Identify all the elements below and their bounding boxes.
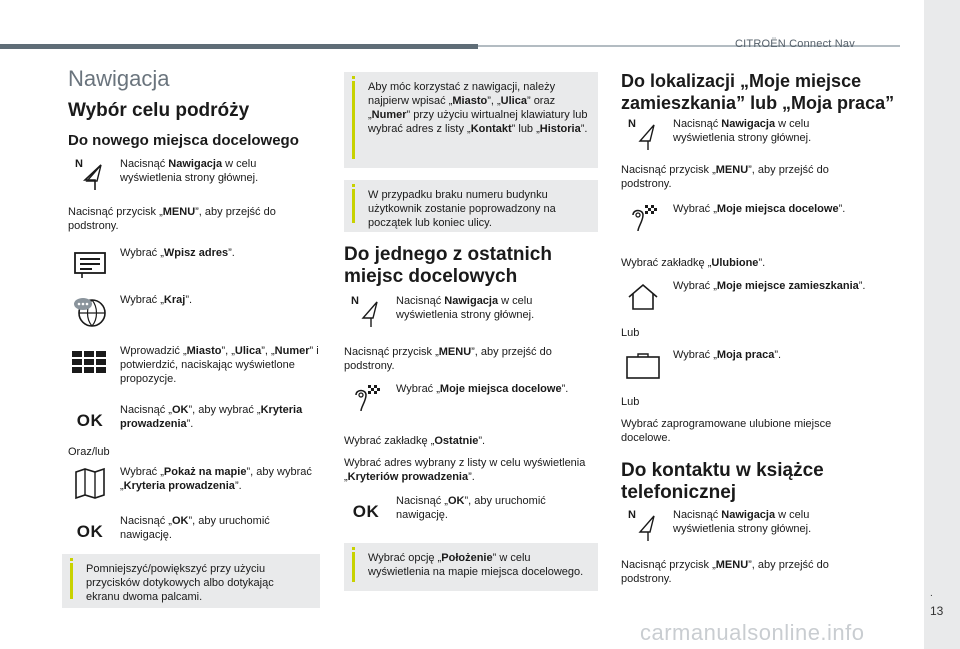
page-edge-strip (924, 0, 960, 649)
info-note-house-number (344, 180, 598, 232)
ok-icon: OK (352, 502, 380, 521)
paragraph-and-or: Oraz/lub (68, 446, 110, 458)
step-text: Wybrać „Wpisz adres”. (120, 247, 235, 259)
paragraph-favorite: Wybrać zaprogramowane ulubione miejsce docelowe. (621, 418, 832, 444)
map-icon (68, 465, 112, 501)
heading-destination: Wybór celu podróży (68, 100, 250, 121)
heading-home-work: Do lokalizacji „Moje miejsce zamieszkania” lub „Moja praca” (621, 71, 895, 113)
note-text: Aby móc korzystać z nawigacji, należy najpierw wpisać „Miasto”, „Ulica” oraz „Numer” przy użyciu wirtualnej klawiatury lub wybrać adres z listy „Kontakt” lub „Historia”. (368, 81, 588, 135)
bottom-mark: . (930, 588, 933, 599)
step-text: Nacisnąć „OK”, aby uruchomić nawigację. (396, 495, 546, 521)
heading-new-destination: Do nowego miejsca docelowego (68, 132, 299, 149)
step-text: Wprowadzić „Miasto”, „Ulica”, „Numer” i potwierdzić, naciskając wyświetlone propozycje. (120, 345, 319, 385)
keyboard-grid-icon (68, 344, 112, 380)
step-text: Wybrać „Moja praca”. (673, 349, 782, 361)
heading-recent-destinations: Do jednego z ostatnich miejsc docelowych (344, 244, 552, 287)
heading-contact: Do kontaktu w książce telefonicznej (621, 460, 824, 503)
step-text: Nacisnąć Nawigacja w celu wyświetlenia strony głównej. (120, 158, 259, 184)
destination-flag-icon (621, 202, 665, 238)
header-bar (0, 44, 478, 49)
watermark: carmanualsonline.info (640, 620, 865, 645)
destination-flag-icon (344, 382, 388, 418)
header-brand: CITROËN Connect Nav (735, 38, 855, 50)
navigation-icon: N (68, 157, 112, 193)
step-text: Wybrać „Kraj”. (120, 294, 193, 306)
keyboard-address-icon (68, 246, 112, 282)
paragraph-tab-favorites: Wybrać zakładkę „Ulubione”. (621, 257, 766, 269)
info-note-address (344, 72, 598, 168)
paragraph-tab-recent: Wybrać zakładkę „Ostatnie”. (344, 435, 486, 447)
step-text: Nacisnąć Nawigacja w celu wyświetlenia strony głównej. (396, 295, 535, 321)
ok-icon: OK (76, 411, 104, 430)
section-title: Nawigacja (68, 66, 170, 91)
paragraph-menu: Nacisnąć przycisk „MENU”, aby przejść do podstrony. (68, 206, 276, 232)
note-text: Wybrać opcję „Położenie” w celu wyświetlenia na mapie miejsca docelowego. (368, 552, 584, 578)
step-text: Wybrać „Moje miejsca docelowe”. (396, 383, 569, 395)
step-text: Wybrać „Moje miejsce zamieszkania”. (673, 280, 866, 292)
paragraph-menu: Nacisnąć przycisk „MENU”, aby przejść do podstrony. (621, 559, 829, 585)
paragraph-select-address: Wybrać adres wybrany z listy w celu wyświetlenia „Kryteriów prowadzenia”. (344, 457, 586, 483)
paragraph-or: Lub (621, 327, 640, 339)
step-text: Nacisnąć Nawigacja w celu wyświetlenia strony głównej. (673, 118, 812, 144)
globe-icon (68, 293, 112, 329)
step-text: Wybrać „Pokaż na mapie”, aby wybrać „Kryteria prowadzenia”. (120, 466, 312, 492)
info-note-zoom (62, 554, 320, 608)
paragraph-or: Lub (621, 396, 640, 408)
navigation-icon: N (621, 508, 665, 544)
paragraph-menu: Nacisnąć przycisk „MENU”, aby przejść do podstrony. (344, 346, 552, 372)
step-text: Wybrać „Moje miejsca docelowe”. (673, 203, 846, 215)
navigation-icon: N (344, 294, 388, 330)
step-text: Nacisnąć „OK”, aby uruchomić nawigację. (120, 515, 270, 541)
paragraph-menu: Nacisnąć przycisk „MENU”, aby przejść do podstrony. (621, 164, 829, 190)
step-text: Nacisnąć „OK”, aby wybrać „Kryteria prowadzenia”. (120, 404, 303, 430)
page-number: 13 (930, 604, 944, 618)
info-note-position (344, 543, 598, 591)
ok-icon: OK (76, 522, 104, 541)
briefcase-icon (621, 348, 665, 384)
note-text: Pomniejszyć/powiększyć przy użyciu przycisków dotykowych albo dotykając ekranu dwoma palcami. (86, 563, 274, 603)
step-text: Nacisnąć Nawigacja w celu wyświetlenia strony głównej. (673, 509, 812, 535)
home-icon (621, 279, 665, 315)
navigation-icon: N (621, 117, 665, 153)
note-text: W przypadku braku numeru budynku użytkownik zostanie poprowadzony na początek lub koniec ulicy. (368, 189, 556, 229)
